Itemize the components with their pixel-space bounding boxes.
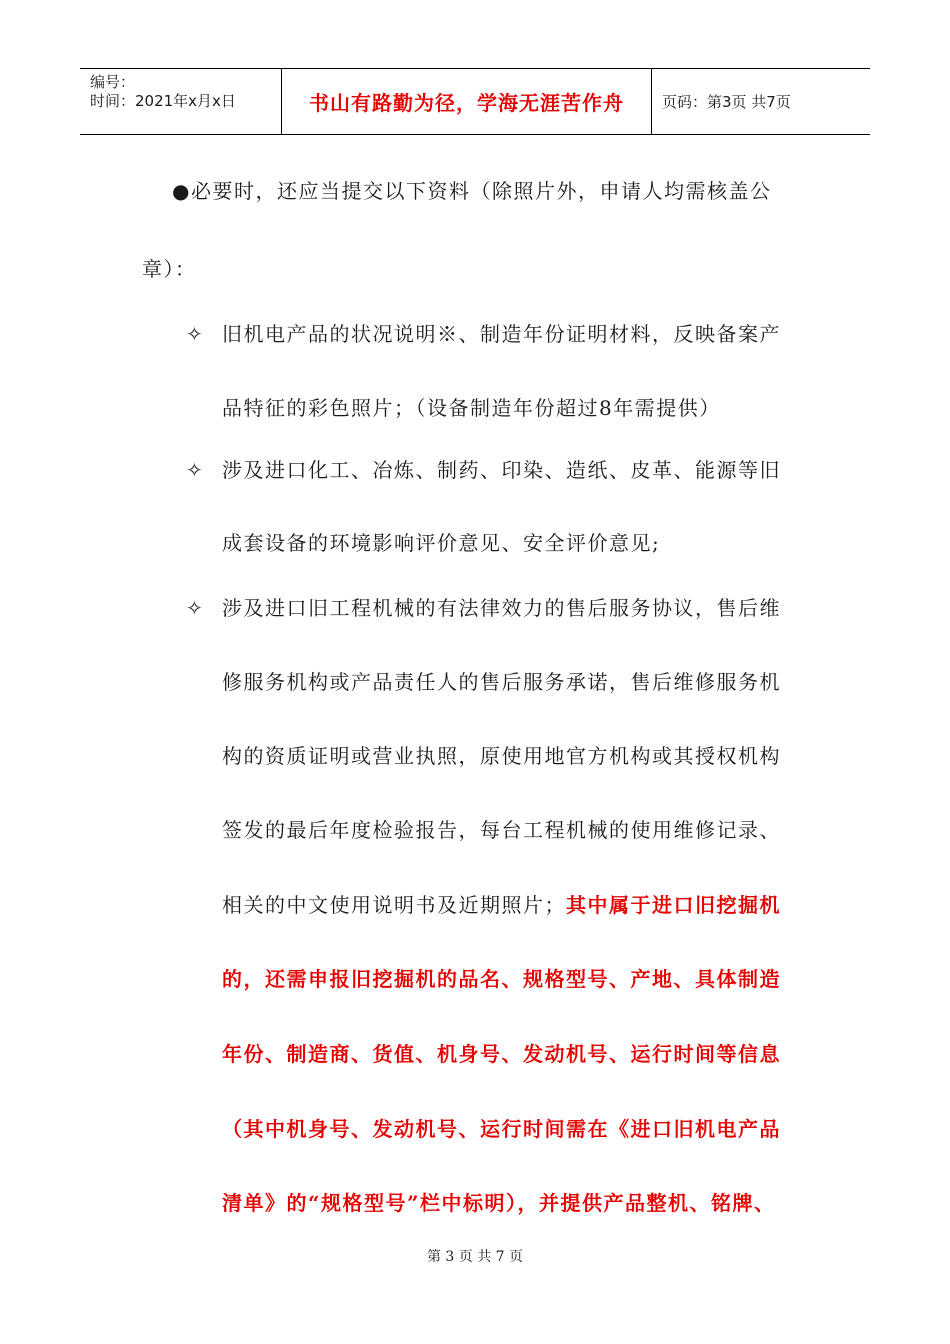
number-label: 编号：	[90, 73, 136, 91]
diamond-bullet-icon: ✧	[186, 596, 203, 620]
item1-line-2: 品特征的彩色照片；（设备制造年份超过8年需提供）	[222, 396, 721, 420]
page-header	[80, 68, 870, 135]
item1-line-1: 旧机电产品的状况说明※、制造年份证明材料，反映备案产	[222, 322, 781, 346]
highlight-line-4: 清单》的“规格型号”栏中标明），并提供产品整机、铭牌、	[222, 1191, 776, 1215]
item3-line-5-highlight: 其中属于进口旧挖掘机	[566, 893, 781, 917]
time-label: 时间：2021年x月x日	[90, 92, 236, 110]
item2-line-2: 成套设备的环境影响评价意见、安全评价意见;	[222, 531, 661, 555]
item3-line-5	[222, 892, 781, 918]
page-footer: 第 3 页 共 7 页	[426, 1249, 524, 1265]
item3-line-3: 构的资质证明或营业执照，原使用地官方机构或其授权机构	[222, 744, 781, 768]
header-meta	[80, 69, 282, 134]
item3-line-1: 涉及进口旧工程机械的有法律效力的售后服务协议，售后维	[222, 596, 781, 620]
header-motto: 书山有路勤为径，学海无涯苦作舟	[282, 69, 652, 134]
intro-line-1: ●必要时，还应当提交以下资料（除照片外，申请人均需核盖公	[172, 179, 772, 203]
highlight-line-3: （其中机身号、发动机号、运行时间需在《进口旧机电产品	[222, 1117, 781, 1141]
item3-line-2: 修服务机构或产品责任人的售后服务承诺，售后维修服务机	[222, 670, 781, 694]
item3-line-5-plain: 相关的中文使用说明书及近期照片；	[222, 893, 566, 917]
item2-line-1: 涉及进口化工、冶炼、制药、印染、造纸、皮革、能源等旧	[222, 458, 781, 482]
item3-line-4: 签发的最后年度检验报告，每台工程机械的使用维修记录、	[222, 818, 781, 842]
diamond-bullet-icon: ✧	[186, 458, 203, 482]
intro-line-2: 章）：	[142, 257, 197, 281]
highlight-line-2: 年份、制造商、货值、机身号、发动机号、运行时间等信息	[222, 1042, 781, 1066]
diamond-bullet-icon: ✧	[186, 322, 203, 346]
header-page-number: 页码：第3页 共7页	[662, 93, 791, 111]
highlight-line-1: 的，还需申报旧挖掘机的品名、规格型号、产地、具体制造	[222, 967, 781, 991]
